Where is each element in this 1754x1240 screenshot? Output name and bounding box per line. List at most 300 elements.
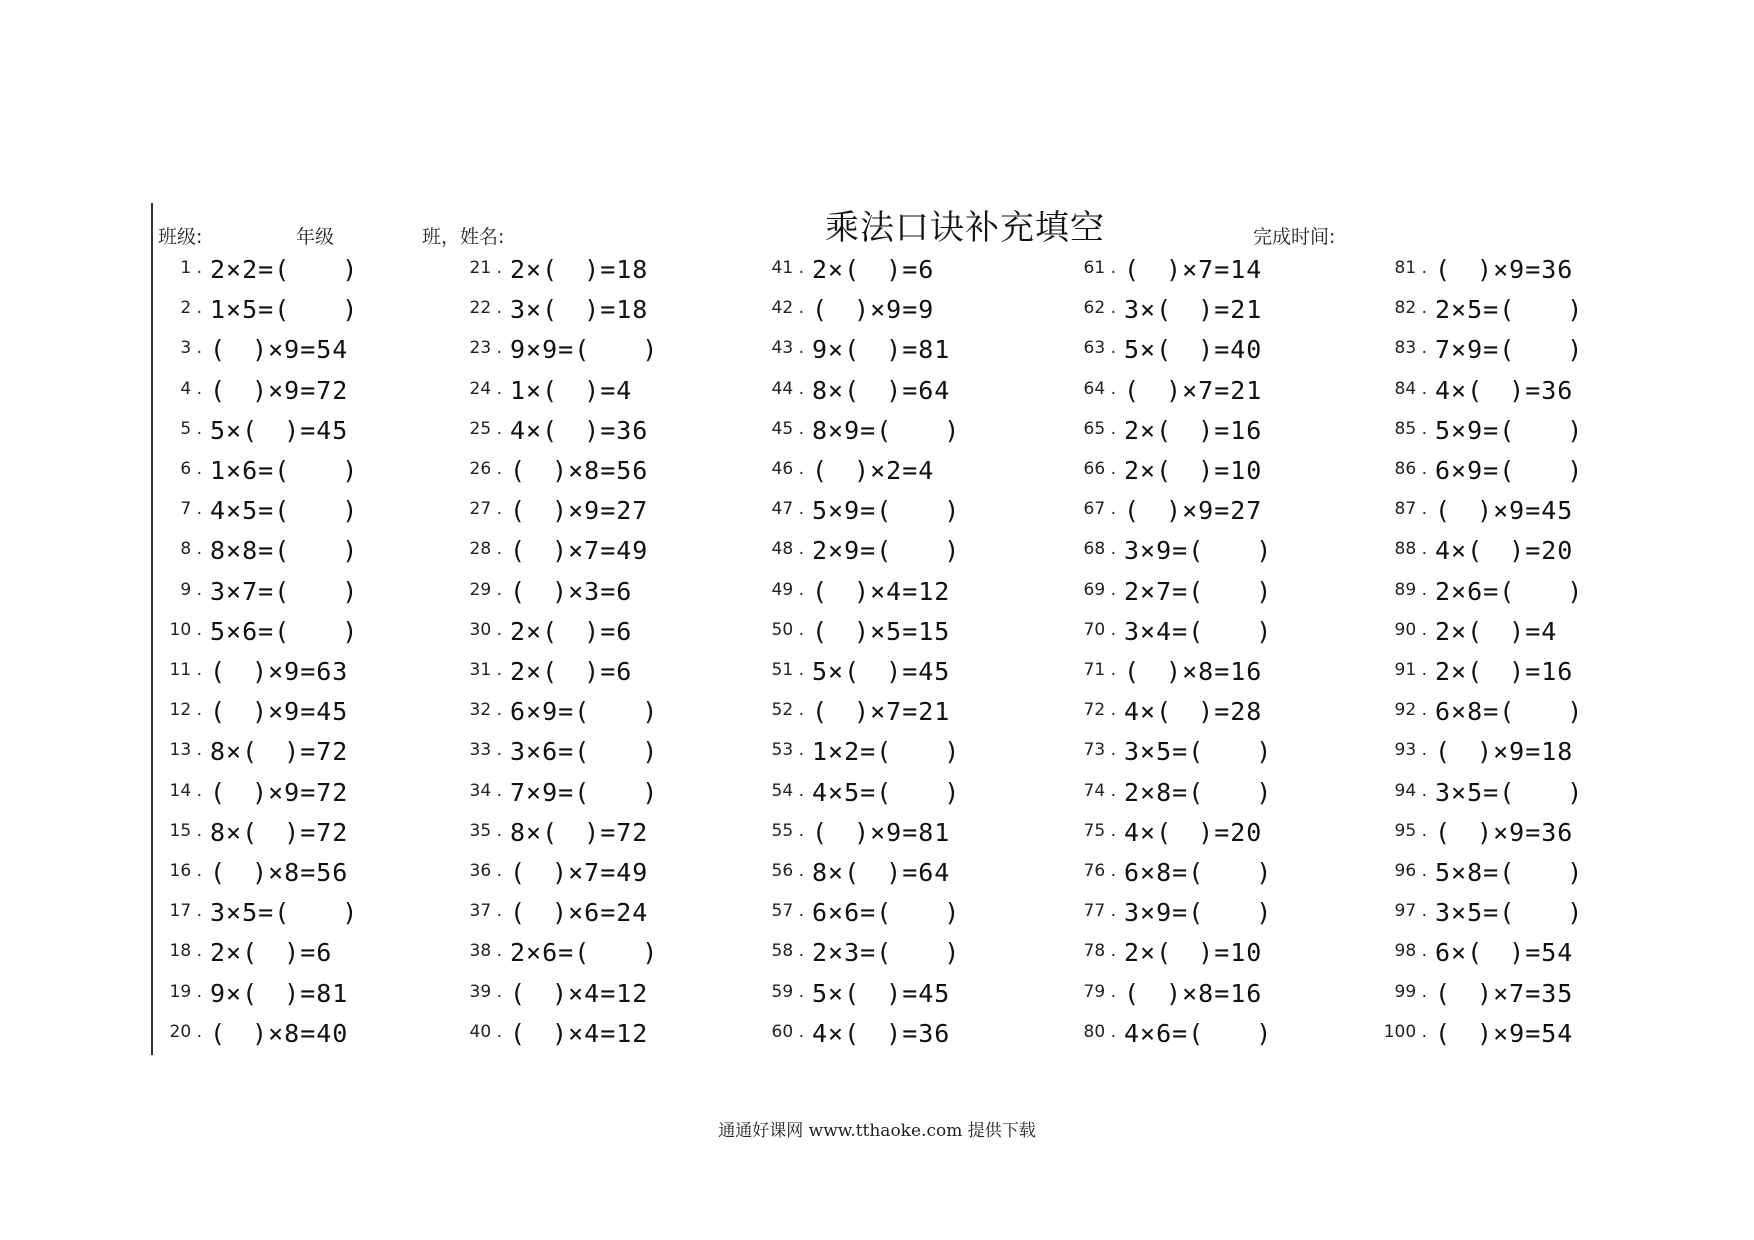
problem-equation[interactable]: 1×5=( ) (210, 295, 359, 325)
problem-column (152, 248, 452, 1048)
problem-equation[interactable]: 4×( )=36 (1435, 375, 1574, 405)
problem-item (452, 730, 752, 770)
problem-number: 14 . (169, 780, 202, 801)
problem-equation[interactable]: ( )×8=56 (510, 456, 649, 485)
problem-equation[interactable]: ( )×9=9 (812, 295, 935, 325)
problem-number: 99 . (1394, 981, 1427, 1002)
problem-number: 64 . (1083, 378, 1116, 399)
problem-equation[interactable]: 6×( )=54 (1435, 938, 1574, 968)
problem-number: 75 . (1083, 820, 1116, 841)
problem-item (152, 328, 452, 368)
problem-item (152, 690, 452, 730)
problem-item (152, 248, 452, 288)
problem-equation[interactable]: 3×7=( ) (210, 576, 359, 606)
problem-number: 29 . (469, 579, 502, 600)
problem-item (152, 851, 452, 891)
problem-number: 78 . (1083, 941, 1116, 962)
problem-item (1066, 891, 1366, 931)
problem-item (452, 328, 752, 368)
problem-number: 25 . (469, 418, 502, 439)
problem-equation[interactable]: 2×3=( ) (812, 938, 961, 968)
worksheet-title: 乘法口诀补充填空 (825, 208, 1105, 248)
problem-item (452, 771, 752, 811)
problem-equation[interactable]: 5×8=( ) (1435, 858, 1584, 887)
problem-number: 26 . (469, 459, 502, 479)
footer-source: 通通好课网 www.tthaoke.com 提供下载 (718, 1121, 1036, 1141)
problem-item (1377, 972, 1677, 1012)
problem-equation[interactable]: ( )×4=12 (812, 576, 951, 606)
problem-equation[interactable]: ( )×7=14 (1124, 255, 1263, 284)
problem-number: 17 . (169, 901, 202, 922)
problem-number: 55 . (771, 820, 804, 841)
problem-equation[interactable]: 9×9=( ) (510, 335, 659, 365)
problem-item (754, 570, 1054, 610)
problem-equation[interactable]: ( )×2=4 (812, 456, 935, 485)
problem-equation[interactable]: 6×9=( ) (510, 697, 659, 727)
problem-number: 21 . (469, 258, 502, 278)
problem-number: 86 . (1394, 459, 1427, 479)
problem-number: 76 . (1083, 861, 1116, 881)
problem-item (1066, 529, 1366, 569)
problem-item (1066, 328, 1366, 368)
problem-number: 48 . (771, 539, 804, 560)
problem-item (1066, 570, 1366, 610)
problem-item (452, 690, 752, 730)
problem-number: 3 . (180, 338, 202, 359)
problem-item (152, 1012, 452, 1052)
problem-number: 31 . (469, 660, 502, 680)
problem-number: 58 . (771, 941, 804, 962)
problem-item (754, 489, 1054, 529)
problem-number: 16 . (169, 861, 202, 881)
problem-item (754, 610, 1054, 650)
problem-equation[interactable]: ( )×9=63 (210, 657, 349, 686)
problem-equation[interactable]: 5×( )=45 (812, 978, 951, 1008)
problem-number: 67 . (1083, 499, 1116, 520)
problem-number: 71 . (1083, 660, 1116, 680)
problem-number: 39 . (469, 981, 502, 1002)
problem-equation[interactable]: 2×( )=18 (510, 255, 649, 284)
problem-number: 46 . (771, 459, 804, 479)
problem-item (1377, 328, 1677, 368)
problem-item (1377, 891, 1677, 931)
problem-item (1377, 409, 1677, 449)
problem-equation[interactable]: ( )×9=36 (1435, 817, 1574, 847)
problem-item (1066, 248, 1366, 288)
problem-number: 84 . (1394, 378, 1427, 399)
problem-equation[interactable]: ( )×6=24 (510, 898, 649, 928)
problem-item (1377, 288, 1677, 328)
problem-equation[interactable]: 4×( )=36 (510, 415, 649, 445)
problem-number: 52 . (771, 700, 804, 721)
problem-equation[interactable]: 2×9=( ) (812, 536, 961, 566)
problem-equation[interactable]: 4×5=( ) (812, 777, 961, 807)
problem-number: 40 . (469, 1021, 502, 1042)
problem-number: 32 . (469, 700, 502, 721)
problem-item (1066, 489, 1366, 529)
problem-equation[interactable]: 2×6=( ) (510, 938, 659, 968)
problem-item (754, 931, 1054, 971)
problem-number: 4 . (180, 378, 202, 399)
problem-number: 49 . (771, 579, 804, 600)
problem-number: 42 . (771, 298, 804, 319)
problem-equation[interactable]: 1×( )=4 (510, 375, 633, 405)
problem-number: 72 . (1083, 700, 1116, 721)
problem-number: 34 . (469, 780, 502, 801)
problem-equation[interactable]: 8×9=( ) (812, 415, 961, 445)
problem-item (754, 529, 1054, 569)
problem-equation[interactable]: 6×8=( ) (1124, 858, 1273, 887)
problem-item (452, 369, 752, 409)
problem-equation[interactable]: 8×( )=72 (210, 817, 349, 847)
problem-item (452, 570, 752, 610)
problem-item (1377, 489, 1677, 529)
problem-number: 19 . (169, 981, 202, 1002)
problem-number: 51 . (771, 660, 804, 680)
problem-item (452, 529, 752, 569)
problem-item (1377, 730, 1677, 770)
problem-item (152, 811, 452, 851)
problem-equation[interactable]: 2×( )=6 (510, 616, 633, 646)
problem-equation[interactable]: 2×7=( ) (1124, 576, 1273, 606)
problem-number: 23 . (469, 338, 502, 359)
problem-item (152, 529, 452, 569)
problem-equation[interactable]: 5×( )=45 (812, 657, 951, 686)
problem-item (1377, 851, 1677, 891)
problem-equation[interactable]: 5×9=( ) (1435, 415, 1584, 445)
problem-item (1377, 931, 1677, 971)
problem-item (152, 570, 452, 610)
problem-item (754, 690, 1054, 730)
problem-equation[interactable]: 3×5=( ) (1435, 898, 1584, 928)
problem-item (1066, 449, 1366, 489)
problem-number: 73 . (1083, 740, 1116, 761)
problem-number: 47 . (771, 499, 804, 520)
problem-equation[interactable]: ( )×9=54 (1435, 1018, 1574, 1048)
problem-equation[interactable]: ( )×8=16 (1124, 657, 1263, 686)
problem-equation[interactable]: ( )×9=72 (210, 375, 349, 405)
problem-item (152, 771, 452, 811)
problem-number: 63 . (1083, 338, 1116, 359)
problem-number: 83 . (1394, 338, 1427, 359)
problem-equation[interactable]: 8×( )=72 (210, 737, 349, 767)
problem-number: 85 . (1394, 418, 1427, 439)
problem-item (1377, 369, 1677, 409)
problem-equation[interactable]: 3×9=( ) (1124, 536, 1273, 566)
problem-item (754, 449, 1054, 489)
problem-number: 91 . (1394, 660, 1427, 680)
problem-number: 36 . (469, 861, 502, 881)
problem-equation[interactable]: 2×6=( ) (1435, 576, 1584, 606)
problem-equation[interactable]: 3×9=( ) (1124, 898, 1273, 928)
problem-number: 2 . (180, 298, 202, 319)
problem-equation[interactable]: ( )×3=6 (510, 576, 633, 606)
problem-number: 41 . (771, 258, 804, 278)
problem-equation[interactable]: 6×8=( ) (1435, 697, 1584, 727)
problem-equation[interactable]: 9×( )=81 (812, 335, 951, 365)
problem-equation[interactable]: 6×6=( ) (812, 898, 961, 928)
problem-item (452, 851, 752, 891)
problem-number: 6 . (180, 459, 202, 479)
problem-number: 13 . (169, 740, 202, 761)
problem-number: 35 . (469, 820, 502, 841)
problem-equation[interactable]: 2×2=( ) (210, 255, 359, 284)
problem-item (152, 449, 452, 489)
problem-item (1377, 771, 1677, 811)
problem-equation[interactable]: 6×9=( ) (1435, 456, 1584, 485)
problem-equation[interactable]: 5×( )=45 (210, 415, 349, 445)
problem-number: 97 . (1394, 901, 1427, 922)
problem-number: 9 . (180, 579, 202, 600)
problem-equation[interactable]: 7×9=( ) (1435, 335, 1584, 365)
problem-number: 80 . (1083, 1021, 1116, 1042)
problem-item (1377, 449, 1677, 489)
problem-number: 79 . (1083, 981, 1116, 1002)
problem-item (754, 972, 1054, 1012)
problem-item (1066, 690, 1366, 730)
problem-equation[interactable]: 2×( )=10 (1124, 938, 1263, 968)
problem-equation[interactable]: ( )×9=27 (1124, 496, 1263, 526)
problem-item (754, 369, 1054, 409)
problem-number: 28 . (469, 539, 502, 560)
problem-equation[interactable]: 2×( )=6 (510, 657, 633, 686)
problem-equation[interactable]: 8×8=( ) (210, 536, 359, 566)
problem-number: 7 . (180, 499, 202, 520)
problem-number: 53 . (771, 740, 804, 761)
problem-equation[interactable]: ( )×4=12 (510, 978, 649, 1008)
problem-equation[interactable]: ( )×9=27 (510, 496, 649, 526)
problem-equation[interactable]: 4×( )=36 (812, 1018, 951, 1048)
problem-item (754, 811, 1054, 851)
problem-item (1066, 1012, 1366, 1052)
problem-equation[interactable]: ( )×7=49 (510, 536, 649, 566)
problem-number: 96 . (1394, 861, 1427, 881)
problem-number: 70 . (1083, 619, 1116, 640)
problem-item (152, 610, 452, 650)
problem-item (754, 650, 1054, 690)
problem-item (152, 931, 452, 971)
problem-item (1066, 288, 1366, 328)
problem-item (1066, 771, 1366, 811)
problem-item (1066, 650, 1366, 690)
problem-number: 27 . (469, 499, 502, 520)
problem-item (152, 489, 452, 529)
problem-equation[interactable]: ( )×9=45 (210, 697, 349, 727)
problem-equation[interactable]: 5×9=( ) (812, 496, 961, 526)
finish-time-label: 完成时间: (1253, 226, 1336, 248)
problem-equation[interactable]: 2×( )=4 (1435, 616, 1558, 646)
class-name-label: 班，姓名: (422, 226, 505, 248)
problem-number: 62 . (1083, 298, 1116, 319)
problem-equation[interactable]: ( )×7=49 (510, 858, 649, 887)
problem-equation[interactable]: ( )×7=21 (1124, 375, 1263, 405)
problem-item (754, 328, 1054, 368)
problem-equation[interactable]: 3×5=( ) (1435, 777, 1584, 807)
problem-equation[interactable]: 4×( )=28 (1124, 697, 1263, 727)
problem-item (1377, 570, 1677, 610)
problem-item (1377, 610, 1677, 650)
problem-number: 88 . (1394, 539, 1427, 560)
problem-equation[interactable]: 2×( )=16 (1124, 415, 1263, 445)
problem-number: 66 . (1083, 459, 1116, 479)
problem-equation[interactable]: ( )×5=15 (812, 616, 951, 646)
problem-number: 5 . (180, 418, 202, 439)
problem-number: 12 . (169, 700, 202, 721)
problem-number: 10 . (169, 619, 202, 640)
problem-number: 8 . (180, 539, 202, 560)
problem-number: 61 . (1083, 258, 1116, 278)
problem-equation[interactable]: ( )×8=40 (210, 1018, 349, 1048)
problem-number: 65 . (1083, 418, 1116, 439)
problem-number: 43 . (771, 338, 804, 359)
problem-item (754, 1012, 1054, 1052)
problem-item (452, 489, 752, 529)
problem-column (1377, 248, 1677, 1048)
problem-item (452, 409, 752, 449)
problem-equation[interactable]: 1×6=( ) (210, 456, 359, 485)
problem-equation[interactable]: 8×( )=64 (812, 375, 951, 405)
problem-equation[interactable]: 3×5=( ) (1124, 737, 1273, 767)
problem-equation[interactable]: 4×( )=20 (1124, 817, 1263, 847)
problem-equation[interactable]: 3×6=( ) (510, 737, 659, 767)
problem-equation[interactable]: 2×8=( ) (1124, 777, 1273, 807)
problem-equation[interactable]: 2×5=( ) (1435, 295, 1584, 325)
problem-number: 22 . (469, 298, 502, 319)
problem-item (1066, 409, 1366, 449)
problem-number: 38 . (469, 941, 502, 962)
problem-number: 77 . (1083, 901, 1116, 922)
problem-item (1066, 851, 1366, 891)
problem-item (754, 891, 1054, 931)
problem-equation[interactable]: 4×6=( ) (1124, 1018, 1273, 1048)
problem-number: 93 . (1394, 740, 1427, 761)
problem-item (152, 409, 452, 449)
problem-item (152, 288, 452, 328)
problem-equation[interactable]: 3×5=( ) (210, 898, 359, 928)
problem-number: 18 . (169, 941, 202, 962)
problem-number: 100 . (1383, 1021, 1427, 1042)
problem-item (1377, 1012, 1677, 1052)
problem-equation[interactable]: ( )×9=54 (210, 335, 349, 365)
problem-equation[interactable]: 2×( )=6 (210, 938, 333, 968)
problem-column (452, 248, 752, 1048)
grade-label: 年级 (296, 226, 335, 248)
problem-equation[interactable]: ( )×9=72 (210, 777, 349, 807)
problem-item (754, 730, 1054, 770)
problem-number: 11 . (169, 660, 202, 680)
problem-item (152, 369, 452, 409)
problem-equation[interactable]: ( )×9=45 (1435, 496, 1574, 526)
problem-item (452, 650, 752, 690)
problem-item (754, 288, 1054, 328)
problem-number: 50 . (771, 619, 804, 640)
problem-equation[interactable]: 3×( )=21 (1124, 295, 1263, 325)
problem-item (1066, 972, 1366, 1012)
problem-item (1377, 248, 1677, 288)
problem-equation[interactable]: ( )×4=12 (510, 1018, 649, 1048)
problem-number: 56 . (771, 861, 804, 881)
problem-equation[interactable]: 5×6=( ) (210, 616, 359, 646)
problem-number: 57 . (771, 901, 804, 922)
problem-equation[interactable]: 4×5=( ) (210, 496, 359, 526)
problem-number: 69 . (1083, 579, 1116, 600)
problem-item (452, 288, 752, 328)
problem-item (452, 891, 752, 931)
problem-item (1377, 650, 1677, 690)
problem-number: 37 . (469, 901, 502, 922)
problem-number: 74 . (1083, 780, 1116, 801)
problem-item (452, 610, 752, 650)
problem-item (452, 1012, 752, 1052)
problem-equation[interactable]: ( )×8=56 (210, 858, 349, 887)
problem-number: 98 . (1394, 941, 1427, 962)
problem-equation[interactable]: ( )×9=81 (812, 817, 951, 847)
problem-equation[interactable]: 4×( )=20 (1435, 536, 1574, 566)
problem-equation[interactable]: 3×( )=18 (510, 295, 649, 325)
problem-column (754, 248, 1054, 1048)
problem-item (452, 972, 752, 1012)
problem-number: 30 . (469, 619, 502, 640)
problem-equation[interactable]: 9×( )=81 (210, 978, 349, 1008)
problem-item (754, 409, 1054, 449)
problem-equation[interactable]: ( )×7=35 (1435, 978, 1574, 1008)
problem-number: 68 . (1083, 539, 1116, 560)
problem-equation[interactable]: 1×2=( ) (812, 737, 961, 767)
problem-number: 54 . (771, 780, 804, 801)
problem-item (1066, 931, 1366, 971)
problem-equation[interactable]: ( )×7=21 (812, 697, 951, 727)
problem-number: 81 . (1394, 258, 1427, 278)
problem-equation[interactable]: 8×( )=72 (510, 817, 649, 847)
problem-number: 24 . (469, 378, 502, 399)
problem-item (452, 449, 752, 489)
problem-number: 15 . (169, 820, 202, 841)
problem-number: 95 . (1394, 820, 1427, 841)
problem-equation[interactable]: 8×( )=64 (812, 858, 951, 887)
problem-equation[interactable]: 2×( )=10 (1124, 456, 1263, 485)
problem-equation[interactable]: ( )×8=16 (1124, 978, 1263, 1008)
problem-number: 45 . (771, 418, 804, 439)
problem-equation[interactable]: 5×( )=40 (1124, 335, 1263, 365)
problem-number: 94 . (1394, 780, 1427, 801)
problem-item (1377, 811, 1677, 851)
problem-number: 1 . (180, 258, 202, 278)
problem-number: 44 . (771, 378, 804, 399)
problem-number: 87 . (1394, 499, 1427, 520)
problem-grid (152, 248, 1632, 1048)
problem-item (1066, 811, 1366, 851)
problem-item (754, 851, 1054, 891)
problem-number: 60 . (771, 1021, 804, 1042)
problem-item (152, 650, 452, 690)
problem-equation[interactable]: 2×( )=6 (812, 255, 935, 284)
problem-item (1377, 690, 1677, 730)
problem-number: 90 . (1394, 619, 1427, 640)
problem-item (452, 931, 752, 971)
problem-equation[interactable]: 2×( )=16 (1435, 657, 1574, 686)
problem-equation[interactable]: ( )×9=18 (1435, 737, 1574, 767)
problem-equation[interactable]: 7×9=( ) (510, 777, 659, 807)
problem-equation[interactable]: ( )×9=36 (1435, 255, 1574, 284)
problem-number: 89 . (1394, 579, 1427, 600)
class-label: 班级: (158, 226, 203, 248)
problem-item (754, 248, 1054, 288)
problem-number: 59 . (771, 981, 804, 1002)
problem-item (152, 891, 452, 931)
problem-number: 92 . (1394, 700, 1427, 721)
problem-item (754, 771, 1054, 811)
problem-equation[interactable]: 3×4=( ) (1124, 616, 1273, 646)
